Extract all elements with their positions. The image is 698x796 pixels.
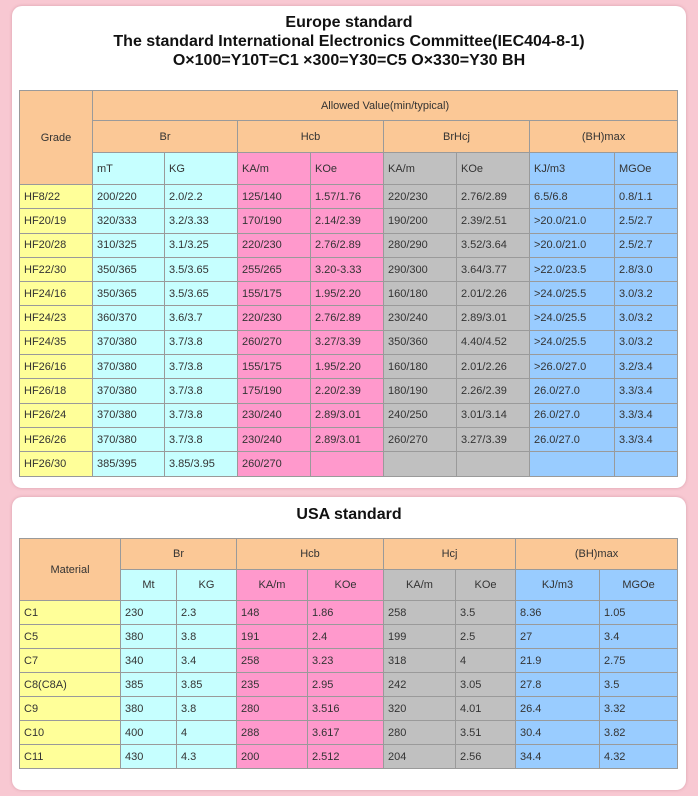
table-cell: 2.56 — [456, 745, 516, 769]
unit-header: KG — [165, 153, 238, 185]
table-cell: 258 — [384, 601, 456, 625]
usa-table — [19, 538, 678, 769]
table-cell: 2.89/3.01 — [457, 306, 530, 330]
table-cell: 3.7/3.8 — [165, 330, 238, 354]
table-cell: 260/270 — [238, 452, 311, 476]
europe-subtitle: The standard International Electronics Committee(IEC404-8-1) — [113, 33, 585, 50]
table-cell: 3.64/3.77 — [457, 257, 530, 281]
table-cell: 3.7/3.8 — [165, 427, 238, 451]
table-cell: 3.5 — [456, 601, 516, 625]
europe-title: Europe standard — [285, 14, 413, 31]
table-cell: >20.0/21.0 — [530, 233, 615, 257]
unit-header: KJ/m3 — [516, 570, 600, 601]
table-cell: 280 — [384, 721, 456, 745]
table-cell: 350/360 — [384, 330, 457, 354]
table-cell: >24.0/25.5 — [530, 306, 615, 330]
table-cell: 350/365 — [93, 282, 165, 306]
table-cell: 280 — [237, 697, 308, 721]
table-cell: 400 — [121, 721, 177, 745]
table-row — [20, 209, 678, 233]
table-cell: 230/240 — [238, 403, 311, 427]
table-row — [20, 403, 678, 427]
unit-header: KOe — [456, 570, 516, 601]
unit-header: KOe — [457, 153, 530, 185]
usa-title: USA standard — [296, 506, 402, 523]
table-cell: 4.40/4.52 — [457, 330, 530, 354]
row-label-cell: C7 — [20, 649, 121, 673]
table-row — [20, 257, 678, 281]
europe-title-block — [12, 13, 686, 70]
table-row — [20, 625, 678, 649]
table-cell: 3.85 — [177, 673, 237, 697]
row-label-cell: HF26/26 — [20, 427, 93, 451]
table-cell: 8.36 — [516, 601, 600, 625]
table-cell: 280/290 — [384, 233, 457, 257]
table-cell: >22.0/23.5 — [530, 257, 615, 281]
table-cell: 204 — [384, 745, 456, 769]
table-cell: 160/180 — [384, 355, 457, 379]
table-cell: 230/240 — [238, 427, 311, 451]
table-cell — [384, 452, 457, 476]
allowed-value-header: Allowed Value(min/typical) — [93, 91, 678, 121]
table-cell: 2.5/2.7 — [615, 233, 678, 257]
table-cell: 370/380 — [93, 403, 165, 427]
row-label-cell: C1 — [20, 601, 121, 625]
europe-equivalence-line: O×100=Y10T=C1 ×300=Y30=C5 O×330=Y30 BH — [172, 52, 526, 69]
table-cell: 370/380 — [93, 330, 165, 354]
row-label-cell: HF26/18 — [20, 379, 93, 403]
unit-header: MGOe — [600, 570, 678, 601]
row-label-cell: C8(C8A) — [20, 673, 121, 697]
table-row — [20, 427, 678, 451]
table-cell: 175/190 — [238, 379, 311, 403]
table-row — [20, 697, 678, 721]
table-cell: 0.8/1.1 — [615, 185, 678, 209]
row-label-cell: HF26/16 — [20, 355, 93, 379]
table-cell: 318 — [384, 649, 456, 673]
table-cell: 26.0/27.0 — [530, 427, 615, 451]
unit-header: KOe — [308, 570, 384, 601]
table-cell: 3.7/3.8 — [165, 403, 238, 427]
table-cell: 385/395 — [93, 452, 165, 476]
table-cell: 255/265 — [238, 257, 311, 281]
table-cell: 3.27/3.39 — [311, 330, 384, 354]
table-row — [20, 649, 678, 673]
table-cell: 2.14/2.39 — [311, 209, 384, 233]
table-cell: 27.8 — [516, 673, 600, 697]
table-cell: 4.01 — [456, 697, 516, 721]
table-cell: 430 — [121, 745, 177, 769]
table-cell: 191 — [237, 625, 308, 649]
table-cell: 26.4 — [516, 697, 600, 721]
group-header-hcb: Hcb — [238, 121, 384, 153]
usa-table-body — [20, 601, 678, 769]
table-cell: 3.05 — [456, 673, 516, 697]
table-cell — [311, 452, 384, 476]
unit-header: KA/m — [384, 570, 456, 601]
table-cell: 2.39/2.51 — [457, 209, 530, 233]
table-cell: 199 — [384, 625, 456, 649]
unit-header: mT — [93, 153, 165, 185]
table-cell: 220/230 — [384, 185, 457, 209]
table-cell: 2.0/2.2 — [165, 185, 238, 209]
table-cell: 2.01/2.26 — [457, 282, 530, 306]
table-cell: 3.82 — [600, 721, 678, 745]
table-cell: 27 — [516, 625, 600, 649]
table-cell: 190/200 — [384, 209, 457, 233]
table-cell: 3.7/3.8 — [165, 379, 238, 403]
table-cell: 220/230 — [238, 233, 311, 257]
table-cell: 4 — [177, 721, 237, 745]
table-row — [20, 379, 678, 403]
table-row — [20, 185, 678, 209]
table-cell: 340 — [121, 649, 177, 673]
table-row — [20, 745, 678, 769]
table-cell: 2.76/2.89 — [457, 185, 530, 209]
table-cell: 3.617 — [308, 721, 384, 745]
row-label-cell: C9 — [20, 697, 121, 721]
table-cell: 3.0/3.2 — [615, 282, 678, 306]
row-label-cell: HF24/23 — [20, 306, 93, 330]
table-cell: 310/325 — [93, 233, 165, 257]
table-cell: 3.5/3.65 — [165, 282, 238, 306]
table-cell: 380 — [121, 625, 177, 649]
table-row — [20, 355, 678, 379]
row-label-cell: HF24/16 — [20, 282, 93, 306]
unit-header: KA/m — [237, 570, 308, 601]
table-row — [20, 721, 678, 745]
table-cell: 26.0/27.0 — [530, 379, 615, 403]
table-cell: 3.6/3.7 — [165, 306, 238, 330]
table-cell: 3.85/3.95 — [165, 452, 238, 476]
group-header-hcb: Hcb — [237, 539, 384, 570]
table-row — [20, 233, 678, 257]
unit-header: KJ/m3 — [530, 153, 615, 185]
table-cell: 3.2/3.4 — [615, 355, 678, 379]
table-cell: 370/380 — [93, 427, 165, 451]
table-cell: >24.0/25.5 — [530, 282, 615, 306]
table-cell: 3.7/3.8 — [165, 355, 238, 379]
table-cell: 3.4 — [600, 625, 678, 649]
unit-header: Mt — [121, 570, 177, 601]
table-cell: 288 — [237, 721, 308, 745]
table-cell: 230/240 — [384, 306, 457, 330]
table-cell: 2.76/2.89 — [311, 306, 384, 330]
table-cell: 1.05 — [600, 601, 678, 625]
table-cell: 2.8/3.0 — [615, 257, 678, 281]
table-cell: 160/180 — [384, 282, 457, 306]
table-cell: 4.3 — [177, 745, 237, 769]
unit-header: KA/m — [238, 153, 311, 185]
table-row — [20, 673, 678, 697]
table-cell: 258 — [237, 649, 308, 673]
row-label-cell: HF20/28 — [20, 233, 93, 257]
table-cell: 200 — [237, 745, 308, 769]
usa-standard-card — [12, 497, 686, 790]
table-cell: 260/270 — [384, 427, 457, 451]
group-header-bhmax: (BH)max — [516, 539, 678, 570]
group-header-brhcj: BrHcj — [384, 121, 530, 153]
table-cell: 1.95/2.20 — [311, 355, 384, 379]
table-cell: 3.4 — [177, 649, 237, 673]
table-cell: 3.3/3.4 — [615, 403, 678, 427]
table-cell: 360/370 — [93, 306, 165, 330]
table-cell: 2.20/2.39 — [311, 379, 384, 403]
table-cell: 155/175 — [238, 282, 311, 306]
table-cell: >26.0/27.0 — [530, 355, 615, 379]
table-cell: 3.3/3.4 — [615, 379, 678, 403]
row-label-cell: HF26/30 — [20, 452, 93, 476]
table-row — [20, 330, 678, 354]
table-cell: 3.20-3.33 — [311, 257, 384, 281]
group-header-bhmax: (BH)max — [530, 121, 678, 153]
table-cell: 242 — [384, 673, 456, 697]
table-cell: 220/230 — [238, 306, 311, 330]
table-cell: 3.3/3.4 — [615, 427, 678, 451]
row-label-cell: HF20/19 — [20, 209, 93, 233]
table-cell: 385 — [121, 673, 177, 697]
table-cell: 155/175 — [238, 355, 311, 379]
table-row — [20, 306, 678, 330]
table-cell — [457, 452, 530, 476]
table-cell: 2.5 — [456, 625, 516, 649]
table-cell: 3.8 — [177, 625, 237, 649]
table-cell: 2.01/2.26 — [457, 355, 530, 379]
table-cell: 2.89/3.01 — [311, 427, 384, 451]
unit-header: KOe — [311, 153, 384, 185]
unit-header: KA/m — [384, 153, 457, 185]
table-cell: 34.4 — [516, 745, 600, 769]
table-cell — [530, 452, 615, 476]
table-cell: 1.86 — [308, 601, 384, 625]
table-cell — [615, 452, 678, 476]
table-cell: 2.95 — [308, 673, 384, 697]
table-cell: 30.4 — [516, 721, 600, 745]
table-cell: 21.9 — [516, 649, 600, 673]
table-cell: 3.27/3.39 — [457, 427, 530, 451]
row-label-cell: C11 — [20, 745, 121, 769]
table-cell: 148 — [237, 601, 308, 625]
table-cell: 370/380 — [93, 379, 165, 403]
table-cell: 6.5/6.8 — [530, 185, 615, 209]
table-cell: 230 — [121, 601, 177, 625]
row-label-cell: HF24/35 — [20, 330, 93, 354]
table-cell: 1.95/2.20 — [311, 282, 384, 306]
table-cell: 3.0/3.2 — [615, 306, 678, 330]
material-header: Material — [20, 539, 121, 601]
table-cell: 2.89/3.01 — [311, 403, 384, 427]
table-cell: 3.1/3.25 — [165, 233, 238, 257]
row-label-cell: HF8/22 — [20, 185, 93, 209]
table-row — [20, 282, 678, 306]
table-cell: >20.0/21.0 — [530, 209, 615, 233]
table-cell: 370/380 — [93, 355, 165, 379]
unit-header: KG — [177, 570, 237, 601]
table-cell: 320/333 — [93, 209, 165, 233]
table-cell: 2.5/2.7 — [615, 209, 678, 233]
europe-table — [19, 90, 678, 477]
row-label-cell: HF26/24 — [20, 403, 93, 427]
table-cell: 4.32 — [600, 745, 678, 769]
table-cell: 170/190 — [238, 209, 311, 233]
row-label-cell: C5 — [20, 625, 121, 649]
table-cell: 3.8 — [177, 697, 237, 721]
table-cell: 2.26/2.39 — [457, 379, 530, 403]
table-cell: 1.57/1.76 — [311, 185, 384, 209]
table-row — [20, 601, 678, 625]
table-cell: 3.2/3.33 — [165, 209, 238, 233]
table-cell: 235 — [237, 673, 308, 697]
table-cell: 260/270 — [238, 330, 311, 354]
table-cell: 4 — [456, 649, 516, 673]
group-header-hcj: Hcj — [384, 539, 516, 570]
table-cell: 380 — [121, 697, 177, 721]
table-cell: 3.23 — [308, 649, 384, 673]
table-cell: 26.0/27.0 — [530, 403, 615, 427]
table-cell: 320 — [384, 697, 456, 721]
group-header-br: Br — [121, 539, 237, 570]
usa-title-block — [12, 505, 686, 524]
table-cell: 125/140 — [238, 185, 311, 209]
europe-table-body — [20, 185, 678, 477]
table-cell: 350/365 — [93, 257, 165, 281]
table-cell: 2.76/2.89 — [311, 233, 384, 257]
grade-header: Grade — [20, 91, 93, 185]
table-cell: 2.3 — [177, 601, 237, 625]
row-label-cell: C10 — [20, 721, 121, 745]
table-cell: 290/300 — [384, 257, 457, 281]
table-cell: 3.01/3.14 — [457, 403, 530, 427]
europe-standard-card — [12, 6, 686, 488]
table-cell: 3.516 — [308, 697, 384, 721]
table-cell: 3.52/3.64 — [457, 233, 530, 257]
table-cell: 3.51 — [456, 721, 516, 745]
table-cell: 3.5/3.65 — [165, 257, 238, 281]
table-cell: 2.4 — [308, 625, 384, 649]
table-cell: >24.0/25.5 — [530, 330, 615, 354]
table-cell: 180/190 — [384, 379, 457, 403]
table-row — [20, 452, 678, 476]
table-cell: 200/220 — [93, 185, 165, 209]
row-label-cell: HF22/30 — [20, 257, 93, 281]
table-cell: 2.512 — [308, 745, 384, 769]
table-cell: 240/250 — [384, 403, 457, 427]
table-cell: 3.5 — [600, 673, 678, 697]
table-cell: 3.32 — [600, 697, 678, 721]
table-cell: 3.0/3.2 — [615, 330, 678, 354]
group-header-br: Br — [93, 121, 238, 153]
unit-header: MGOe — [615, 153, 678, 185]
table-cell: 2.75 — [600, 649, 678, 673]
